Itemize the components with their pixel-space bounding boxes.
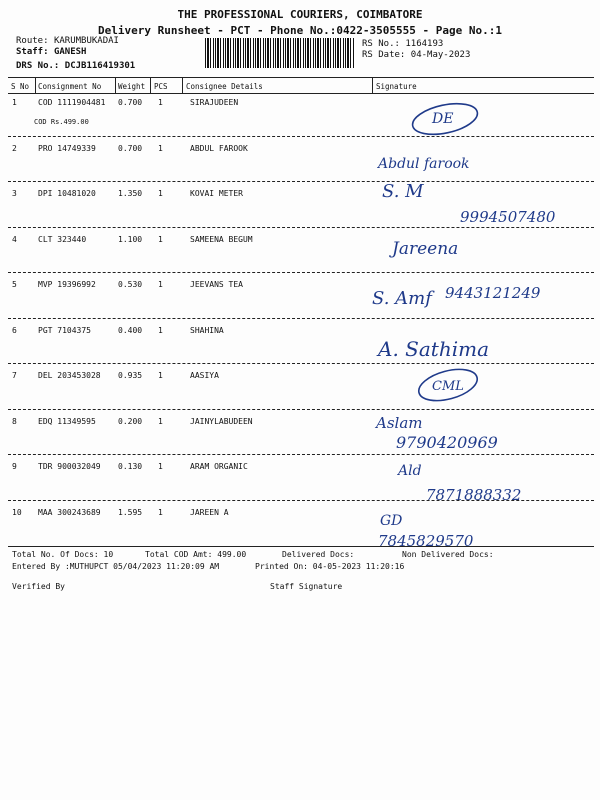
row-weight: 0.700: [118, 143, 143, 153]
row-separator: [8, 409, 594, 410]
row-consignment: TDR 900032049: [38, 462, 101, 471]
row-consignment: DEL 203453028: [38, 371, 101, 380]
handwriting-row5a: S. Amf: [372, 288, 432, 309]
table-bottom-rule: [8, 546, 594, 547]
row-pcs: 1: [158, 416, 163, 426]
route-value: KARUMBUKADAI: [53, 36, 119, 46]
non-delivered-docs: Non Delivered Docs:: [402, 550, 494, 559]
row-consignee: JAREEN A: [190, 507, 229, 517]
drs-label: DRS No.:: [16, 61, 60, 71]
handwriting-row1: DE: [432, 111, 454, 127]
row-sno: 3: [12, 189, 17, 198]
row-weight: 0.200: [118, 416, 143, 426]
row-consignee: SAMEENA BEGUM: [190, 234, 253, 244]
rs-no-line: [362, 39, 443, 49]
rs-date-label: RS Date:: [362, 50, 406, 60]
row-weight: 0.935: [118, 371, 143, 380]
col-divider: [182, 77, 183, 93]
row-consignee: JEEVANS TEA: [190, 280, 243, 289]
handwriting-row5b: 9443121249: [445, 284, 541, 302]
row-consignment: COD 1111904481: [38, 98, 106, 107]
handwriting-row4: Jareena: [392, 239, 459, 259]
col-divider: [150, 77, 151, 93]
route-label: Route:: [16, 36, 49, 46]
col-header-consignment: Consignment No: [38, 82, 102, 91]
staff-label: Staff:: [16, 47, 49, 57]
handwriting-row2: Abdul farook: [378, 156, 470, 172]
row-sno: 8: [12, 416, 17, 426]
runsheet-subtitle: Delivery Runsheet - PCT - Phone No.:0422-3505555 - Page No.:1: [98, 24, 502, 37]
total-cod: Total COD Amt: 499.00: [145, 550, 247, 559]
handwriting-row8b: 9790420969: [396, 433, 498, 452]
row-separator: [8, 136, 594, 137]
row-weight: 1.350: [118, 189, 143, 198]
rs-date-value: 04-May-2023: [410, 50, 471, 60]
row-pcs: 1: [158, 371, 163, 380]
col-header-pcs: PCS: [154, 82, 168, 91]
table-header-rule: [8, 93, 594, 94]
row-pcs: 1: [158, 98, 163, 107]
row-consignee: ARAM ORGANIC: [190, 462, 248, 471]
row-consignee: JAINYLABUDEEN: [190, 416, 253, 426]
row-consignment: CLT 323440: [38, 234, 87, 244]
row-sno: 9: [12, 462, 17, 471]
row-weight: 0.700: [118, 98, 143, 107]
row-separator: [8, 227, 594, 228]
staff-value: GANESH: [53, 47, 87, 57]
row-consignee: ABDUL FAROOK: [190, 143, 248, 153]
row-sno: 7: [12, 371, 17, 380]
row-weight: 0.530: [118, 280, 143, 289]
row-consignee: SHAHINA: [190, 325, 224, 335]
row-separator: [8, 272, 594, 273]
row-separator: [8, 500, 594, 501]
row-consignment: DPI 10481020: [38, 189, 96, 198]
rs-no-value: 1164193: [405, 39, 444, 49]
row-separator: [8, 454, 594, 455]
col-header-consignee: Consignee Details: [186, 82, 263, 91]
verified-by: Verified By: [12, 582, 65, 591]
company-title: THE PROFESSIONAL COURIERS, COIMBATORE: [177, 8, 423, 21]
staff-line: [16, 47, 86, 57]
col-divider: [35, 77, 36, 93]
row-weight: 0.400: [118, 325, 143, 335]
drs-value: DCJB116419301: [64, 61, 136, 71]
handwriting-row3b: 9994507480: [460, 208, 556, 226]
row-consignee: AASIYA: [190, 371, 219, 380]
row-pcs: 1: [158, 234, 163, 244]
rs-date-line: [362, 50, 470, 60]
row-separator: [8, 318, 594, 319]
row-consignment: MVP 19396992: [38, 280, 96, 289]
printed-on: Printed On: 04-05-2023 11:20:16: [255, 562, 405, 571]
row-separator: [8, 363, 594, 364]
row-sno: 1: [12, 98, 17, 107]
row-weight: 1.595: [118, 507, 143, 517]
col-header-sno: S No: [11, 82, 30, 91]
handwriting-row6: A. Sathima: [378, 337, 489, 361]
handwriting-row3a: S. M: [382, 181, 424, 202]
handwriting-row9b: 7871888332: [426, 486, 522, 504]
delivered-docs: Delivered Docs:: [282, 550, 355, 559]
col-divider: [372, 77, 373, 93]
row-consignment: PGT 7104375: [38, 325, 91, 335]
row-pcs: 1: [158, 189, 163, 198]
row-separator: [8, 181, 594, 182]
row-weight: 0.130: [118, 462, 143, 471]
row-pcs: 1: [158, 325, 163, 335]
row-sno: 5: [12, 280, 17, 289]
col-divider: [115, 77, 116, 93]
barcode: [205, 38, 355, 68]
row-sno: 6: [12, 325, 17, 335]
stamp-oval-row7: [415, 364, 480, 407]
row-consignment: EDQ 11349595: [38, 416, 96, 426]
row-consignee: KOVAI METER: [190, 189, 243, 198]
row-pcs: 1: [158, 507, 163, 517]
total-docs: Total No. Of Docs: 10: [12, 550, 114, 559]
row-consignment: MAA 300243689: [38, 507, 101, 517]
handwriting-row9a: Ald: [398, 463, 422, 479]
drs-line: [16, 61, 135, 71]
row-pcs: 1: [158, 280, 163, 289]
row-pcs: 1: [158, 143, 163, 153]
col-header-signature: Signature: [376, 82, 417, 91]
row-sno: 10: [12, 507, 22, 517]
entered-by: Entered By :MUTHUPCT 05/04/2023 11:20:09 AM: [12, 562, 220, 571]
row-sno: 2: [12, 143, 17, 153]
row-weight: 1.100: [118, 234, 143, 244]
stamp-oval-row1: [410, 98, 480, 139]
rs-no-label: RS No.:: [362, 39, 400, 49]
handwriting-row7: CML: [432, 379, 464, 394]
route-line: [16, 36, 119, 46]
row-consignee: SIRAJUDEEN: [190, 98, 239, 107]
handwriting-row10a: GD: [380, 513, 403, 529]
handwriting-row10b: 7845829570: [378, 532, 474, 550]
staff-signature-label: Staff Signature: [270, 582, 343, 591]
row-cod-amount: COD Rs.499.00: [34, 118, 89, 126]
handwriting-row8a: Aslam: [376, 414, 423, 432]
col-header-weight: Weight: [118, 82, 146, 91]
row-pcs: 1: [158, 462, 163, 471]
row-consignment: PRO 14749339: [38, 143, 96, 153]
table-top-rule: [8, 77, 594, 78]
row-sno: 4: [12, 234, 17, 244]
